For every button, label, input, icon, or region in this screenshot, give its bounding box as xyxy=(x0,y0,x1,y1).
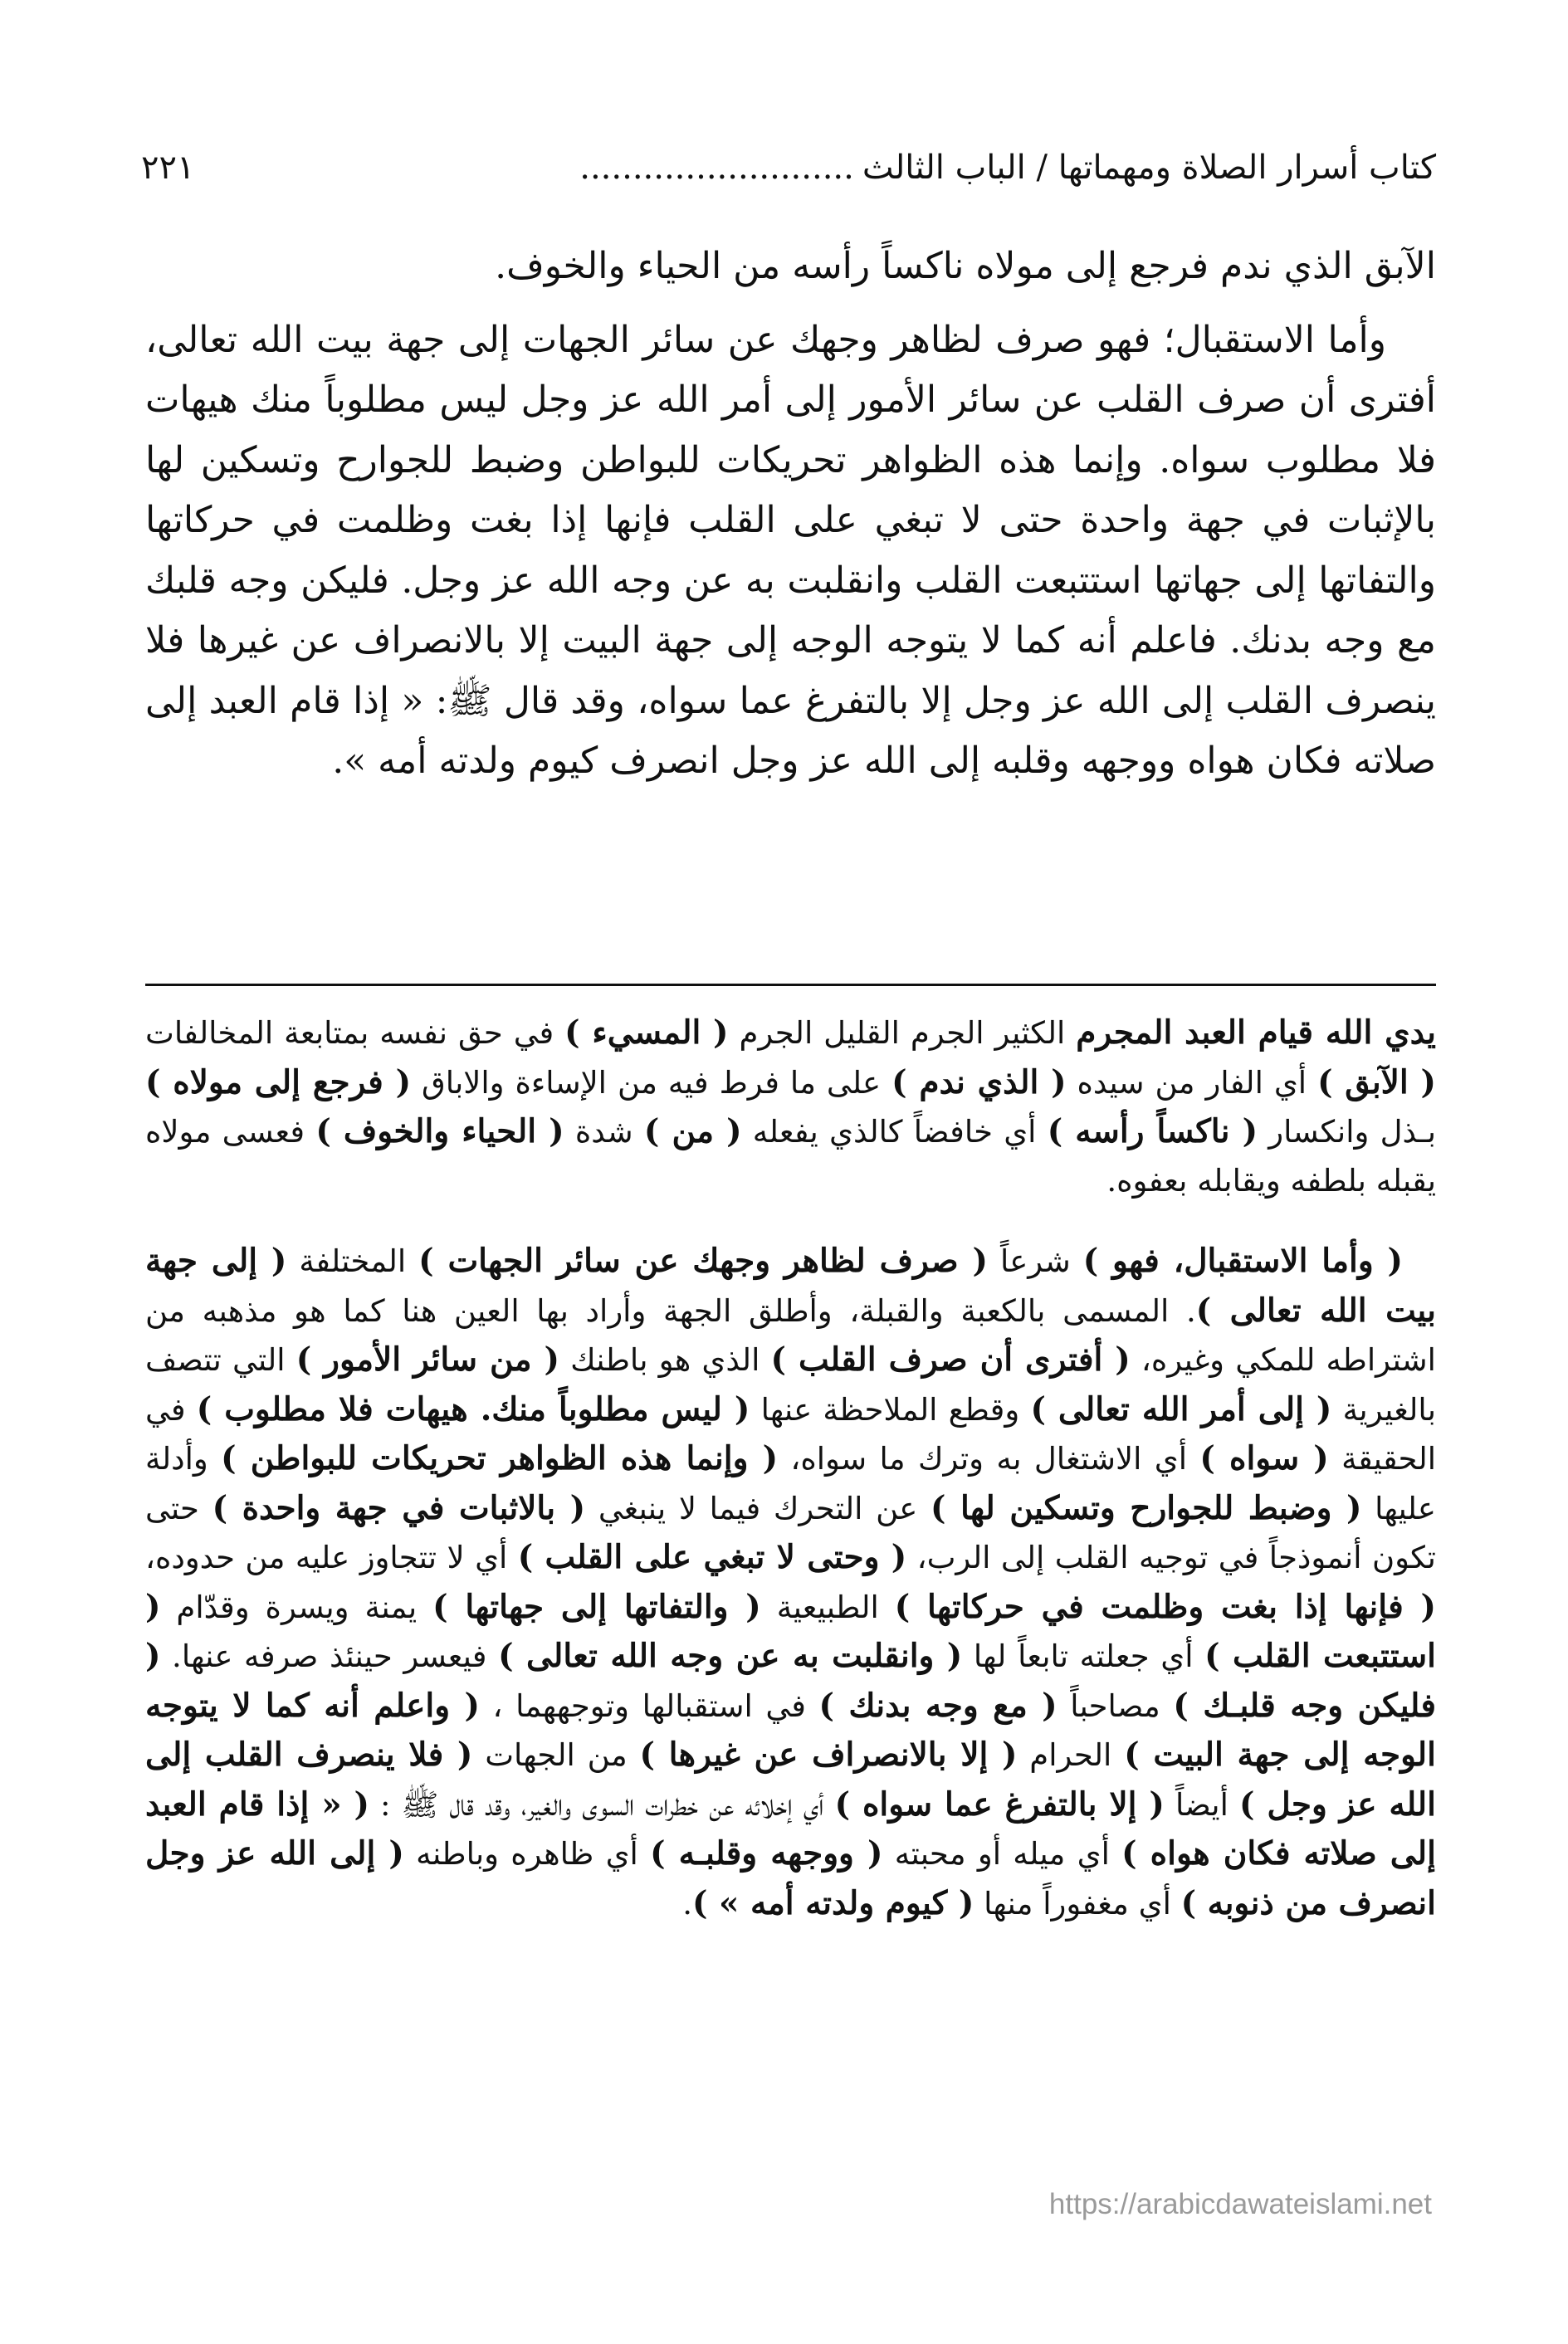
commentary-text: وقطع الملاحظة عنها xyxy=(750,1391,1031,1428)
commentary-text: أي خافضاً كالذي يفعله xyxy=(741,1114,1048,1150)
quoted-phrase: ( ووجهه وقلبـه ) xyxy=(650,1834,883,1873)
commentary-paragraph-1 xyxy=(145,1008,1436,1205)
commentary xyxy=(145,1008,1436,1928)
commentary-paragraph-2 xyxy=(145,1237,1436,1928)
commentary-text: أيضاً xyxy=(1164,1786,1239,1823)
commentary-text: أي إخلائه عن خطرات السوى والغير، وقد قال ﷺ : xyxy=(369,1786,835,1823)
quoted-phrase: ( صرف لظاهر وجهك عن سائر الجهات ) xyxy=(418,1242,988,1280)
quoted-phrase: ( فلا ينصرف القلب إلى الله عز وجل ) xyxy=(145,1736,1436,1824)
quoted-phrase: ( وإنما هذه الظواهر تحريكات للبواطن ) xyxy=(221,1439,779,1477)
commentary-text: الطبيعية xyxy=(760,1589,895,1625)
commentary-text: حتى تكون أنموذجاً في توجيه القلب إلى الرب، xyxy=(145,1490,1436,1575)
quoted-phrase: ( من سائر الأمور ) xyxy=(296,1340,559,1379)
quoted-phrase: ( الحياء والخوف ) xyxy=(315,1112,564,1150)
quoted-phrase: ( الآبق ) xyxy=(1317,1062,1437,1101)
page-header xyxy=(141,129,1436,187)
quoted-phrase: ( أفترى أن صرف القلب ) xyxy=(770,1340,1131,1379)
commentary-text: مصاحباً xyxy=(1057,1687,1174,1724)
commentary-text: أي الاشتغال به وترك ما سواه، xyxy=(778,1441,1200,1477)
footnote-divider xyxy=(145,984,1436,986)
commentary-text: أي ميله أو محبته xyxy=(882,1836,1122,1872)
page-number: ٢٢١ xyxy=(141,149,195,187)
leader-dots: .......................... xyxy=(579,149,854,187)
quoted-phrase: ( مع وجه بدنك ) xyxy=(818,1686,1058,1725)
commentary-text: شدة xyxy=(564,1114,644,1150)
commentary-text: يمنة ويسرة وقدّام xyxy=(160,1589,433,1625)
main-paragraph-2: وأما الاستقبال؛ فهو صرف لظاهر وجهك عن سائر الجهات إلى جهة بيت الله تعالى، أفترى أن صرف القلب عن سائر الأمور إلى أمر الله عز وجل ليس مطلوباً منك هيهات فلا مطلوب سواه. وإنما هذه الظواهر تحريكات للبواطن وضبط للجوارح وتسكين لها بالإثبات في جهة واحدة حتى لا تبغي على القلب فإنها إذا بغت وظلمت في حركاتها والتفاتها إلى جهاتها استتبعت القلب وانقلبت به عن وجه الله عز وجل. فليكن وجه قلبك مع وجه بدنك. فاعلم أنه كما لا يتوجه الوجه إلى جهة البيت إلا بالانصراف عن غيرها فلا ينصرف القلب إلى الله عز وجل إلا بالتفرغ عما سواه، وقد قال ﷺ: « إذا قام العبد إلى صلاته فكان هواه ووجهه وقلبه إلى الله عز وجل انصرف كيوم ولدته أمه ». xyxy=(145,318,1436,782)
commentary-text: أي الفار من سيده xyxy=(1066,1064,1318,1101)
quoted-phrase: ( إلى جهة بيت الله تعالى ) xyxy=(145,1242,1436,1330)
main-text xyxy=(145,237,1436,792)
commentary-text: أي ظاهره وباطنه xyxy=(403,1836,651,1872)
commentary-text: المختلفة xyxy=(286,1243,419,1279)
quoted-phrase: ( ليس مطلوباً منك. هيهات فلا مطلوب ) xyxy=(196,1389,750,1428)
quoted-phrase: ( والتفاتها إلى جهاتها ) xyxy=(432,1587,761,1626)
running-title-text: كتاب أسرار الصلاة ومهماتها / الباب الثالث xyxy=(862,149,1436,187)
quoted-phrase: ( إلا بالتفرغ عما سواه ) xyxy=(834,1785,1165,1824)
commentary-text: فعسى مولاه يقبله بلطفه ويقابله بعفوه. xyxy=(145,1114,1436,1199)
quoted-phrase: ( واعلم أنه كما لا يتوجه الوجه إلى جهة البيت ) xyxy=(145,1686,1436,1774)
watermark-url: https://arabicdawateislami.net xyxy=(1048,2188,1432,2220)
commentary-text: الكثير الجرم القليل الجرم xyxy=(728,1015,1077,1051)
commentary-text: في حق نفسه بمتابعة المخالفات xyxy=(145,1015,565,1051)
running-title xyxy=(579,149,1436,187)
commentary-text: الحرام xyxy=(1017,1737,1125,1773)
commentary-text: أي جعلته تابعاً لها xyxy=(962,1638,1205,1674)
quoted-phrase: ( « إذا قام العبد إلى صلاته فكان هواه ) xyxy=(145,1785,1437,1873)
commentary-text: أي لا تتجاوز عليه من حدوده، xyxy=(145,1540,518,1575)
commentary-text: عن التحرك فيما لا ينبغي xyxy=(585,1490,931,1526)
quoted-phrase: ( فليكن وجه قلبـك ) xyxy=(145,1637,1437,1725)
commentary-text: فيعسر حينئذ صرفه عنها. xyxy=(160,1638,499,1674)
quoted-phrase: ( إلى أمر الله تعالى ) xyxy=(1030,1389,1332,1428)
quoted-phrase: ( إلى الله عز وجل انصرف من ذنوبه ) xyxy=(145,1834,1436,1922)
commentary-text: على ما فرط فيه من الإساءة والاباق xyxy=(411,1064,892,1101)
quoted-phrase: ( إلا بالانصراف عن غيرها ) xyxy=(639,1736,1018,1774)
quoted-phrase: ( بالاثبات في جهة واحدة ) xyxy=(212,1488,586,1527)
commentary-text: شرعاً xyxy=(987,1243,1083,1279)
quoted-phrase: ( كيوم ولدته أمه » ) xyxy=(692,1883,975,1922)
quoted-phrase: ( ناكساً رأسه ) xyxy=(1047,1112,1258,1150)
quoted-phrase: ( فرجع إلى مولاه ) xyxy=(145,1062,412,1101)
commentary-text: في استقبالها وتوجههما ، xyxy=(479,1687,819,1724)
commentary-text: من الجهات xyxy=(472,1737,640,1773)
commentary-text: أي مغفوراً منها xyxy=(974,1885,1181,1922)
quoted-phrase: ( فإنها إذا بغت وظلمت في حركاتها ) xyxy=(894,1587,1437,1626)
quoted-phrase: يدي الله قيام العبد المجرم xyxy=(1076,1013,1436,1052)
main-paragraph-1: الآبق الذي ندم فرجع إلى مولاه ناكساً رأسه من الحياء والخوف. xyxy=(495,245,1436,287)
quoted-phrase: ( سواه ) xyxy=(1199,1439,1329,1477)
commentary-text: . المسمى بالكعبة والقبلة، وأطلق الجهة وأراد بها العين هنا كما هو مذهبه من اشتراطه للمكي وغيره، xyxy=(145,1292,1436,1378)
quoted-phrase: ( وأما الاستقبال، فهو ) xyxy=(1082,1242,1403,1280)
commentary-text: في الحقيقة xyxy=(145,1391,1436,1477)
quoted-phrase: ( من ) xyxy=(643,1112,742,1150)
commentary-text: . xyxy=(682,1885,692,1922)
commentary-text: التي تتصف بالغيرية xyxy=(145,1342,1436,1428)
quoted-phrase: ( المسيء ) xyxy=(564,1013,729,1052)
quoted-phrase: ( وضبط للجوارح وتسكين لها ) xyxy=(931,1488,1362,1527)
commentary-text: بـذل وانكسار xyxy=(1258,1114,1437,1150)
commentary-text: الذي هو باطنك xyxy=(559,1342,771,1378)
commentary-text: وأدلة عليها xyxy=(145,1441,1436,1526)
quoted-phrase: ( الذي ندم ) xyxy=(891,1062,1067,1101)
quoted-phrase: ( استتبعت القلب ) xyxy=(145,1587,1436,1675)
quoted-phrase: ( وحتى لا تبغي على القلب ) xyxy=(517,1538,907,1576)
quoted-phrase: ( وانقلبت به عن وجه الله تعالى ) xyxy=(498,1637,963,1675)
